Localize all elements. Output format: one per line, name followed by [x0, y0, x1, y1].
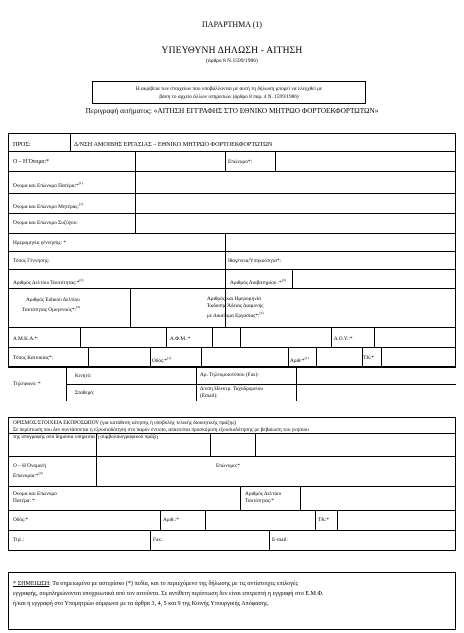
birthplace-label: Τόπος Γέννησης:	[13, 258, 50, 264]
fax-label: Αρ. Τηλεομοιοτύπου (Fax):	[200, 372, 259, 378]
mobile-input[interactable]	[100, 368, 195, 383]
rep-surname-label: Επώνυμο:*	[216, 463, 241, 469]
rep-father-label-1: Όνομα και Επώνυμο	[13, 491, 57, 497]
doy-input[interactable]	[375, 328, 454, 346]
rep-tel-input[interactable]	[30, 531, 149, 550]
spouse-input[interactable]	[136, 214, 454, 232]
rep-name-input[interactable]	[97, 457, 209, 485]
residence-label: Τόπος Κατοικίας*:	[13, 355, 53, 361]
special-id-label-1: Αριθμός Ειδικού Δελτίου	[26, 297, 80, 303]
landline-label: Σταθερό:	[75, 390, 95, 396]
request-subject: Περιγραφή αιτήματος: «ΑΙΤΗΣΗ ΕΓΓΡΑΦΗΣ ΣΤΟ ΕΘΝΙΚΟ ΜΗΤΡΩΟ ΦΟΡΤΟΕΚΦΟΡΤΩΤΩΝ»	[85, 106, 379, 115]
rep-desc-2: της υπογραφής από δημόσια υπηρεσία ή συμβολαιογραφικού πράξη	[13, 434, 158, 440]
rep-father-input[interactable]	[97, 487, 239, 509]
amka-label: Α.Μ.Κ.Α.*:	[13, 336, 39, 342]
footnote-line-1: * ΣΗΜΕΙΩΣΗ: Τα σημειωμένα με αστερίσκο (*) πεδία, και το περιεχόμενο της δήλωσης με τις αντίστοιχες επιλογές	[13, 581, 298, 587]
nationality-input[interactable]	[300, 252, 454, 268]
rep-street-label: Οδός:*	[13, 517, 29, 523]
to-field[interactable]	[71, 134, 454, 150]
name-label: Ο – Η Όνομα:*	[13, 159, 49, 165]
rep-number-label: Αριθ.:*	[163, 517, 179, 523]
afm-label: Α.Φ.Μ.:*	[170, 336, 191, 342]
phone-label: Τηλέφωνο: *	[13, 381, 41, 387]
rep-surname-input[interactable]	[256, 457, 454, 485]
amka-input[interactable]	[81, 328, 165, 346]
id-card-input[interactable]	[136, 270, 224, 287]
annex-heading: ΠΑΡΑΡΤΗΜΑ (1)	[202, 20, 262, 29]
rep-tel-label: Τηλ.:	[13, 537, 25, 543]
permit-label-2: Έκδοσης Άδειας Διαμονής	[207, 303, 264, 309]
birthplace-input[interactable]	[136, 252, 224, 268]
rep-id-label-1: Αριθμός Δελτίου	[245, 491, 282, 497]
number-input[interactable]	[317, 348, 361, 366]
rep-desc-1: Σε περίπτωση που δεν συντάσσεται η εξουσιοδότηση στο παρόν έντυπο, απαιτείται προσκόμιση εξουσιοδότησης με βεβαίωση του γνησίου	[13, 427, 309, 433]
permit-label-3: με Δικαίωμα Εργασίας*:$^{(2)}$	[207, 311, 264, 319]
rep-fax-label: Fax:	[153, 537, 163, 543]
form-title: ΥΠΕΥΘΥΝΗ ΔΗΛΩΣΗ - ΑΙΤΗΣΗ	[161, 46, 303, 56]
rep-id-input[interactable]	[301, 487, 454, 509]
father-label: Όνομα και Επώνυμο Πατέρα:*$^{(1)}$	[13, 181, 83, 189]
rep-email-label: E-mail:	[272, 537, 288, 543]
doy-label: Δ.Ο.Υ.:*	[334, 336, 353, 342]
rep-postcode-input[interactable]	[338, 511, 454, 529]
rep-number-input[interactable]	[206, 511, 314, 529]
rep-father-label-2: Πατέρα: *	[13, 498, 35, 504]
surname-input[interactable]	[276, 152, 454, 170]
rep-postcode-label: ΤΚ:*	[318, 517, 330, 523]
notice-box	[92, 81, 366, 104]
birthdate-label: Ημερομηνία γέννησης: *	[13, 240, 67, 246]
rep-name-label-1: Ο – Η Όνομα/ή	[13, 463, 46, 469]
surname-label: Επώνυμο*:	[228, 159, 253, 165]
birthdate-input[interactable]	[136, 234, 224, 250]
permit-label-1: Αριθμός και Ημερομηνία	[207, 296, 261, 302]
rep-email-input[interactable]	[295, 531, 454, 550]
postcode-input[interactable]	[382, 348, 454, 366]
rep-fax-input[interactable]	[170, 531, 268, 550]
rep-street-input[interactable]	[40, 511, 159, 529]
email-label-2: (Email):	[200, 393, 218, 399]
permit-input[interactable]	[300, 289, 454, 326]
street-input[interactable]	[202, 348, 287, 366]
special-id-input[interactable]	[131, 289, 224, 326]
footnote-line-3: ή/και η εγγραφή στο Υπομητρώο σύμφωνα με τα άρθρα 3, 4, 5 και 9 της Κοινής Υπουργικής Απόφασης.	[13, 601, 269, 607]
passport-label: Αριθμός Διαβατηρίου :*$^{(2)}$	[230, 278, 286, 286]
rep-name-label-2: Επωνυμία:*$^{(4)}$	[13, 471, 43, 479]
footnote-line-2: εγγραφής, συμπληρώνονται υποχρεωτικά από τον αιτούντα. Σε αντίθετη περίπτωση δεν είναι επιτρεπτή η εγγραφή στο Ε.Μ.Φ.	[13, 591, 324, 597]
email-input[interactable]	[297, 385, 454, 400]
to-value: Δ/ΝΣΗ ΑΜΟΙΒΗΣ ΕΡΓΑΣΙΑΣ – ΕΘΝΙΚΟ ΜΗΤΡΩΟ ΦΟΡΤΟΕΚΦΟΡΤΩΤΩΝ	[74, 141, 273, 148]
law-reference: (άρθρο 8 Ν.1599/1986)	[206, 58, 258, 64]
afm-input[interactable]	[241, 328, 330, 346]
mobile-label: Κινητό:	[75, 373, 92, 379]
residence-input[interactable]	[89, 348, 149, 366]
special-id-label-2: Ταυτότητας Ομογενούς*:$^{(2)}$	[22, 305, 81, 313]
father-input[interactable]	[136, 172, 454, 192]
mother-label: Όνομα και Επώνυμο Μητέρας:$^{(1)}$	[13, 202, 84, 210]
to-label: ΠΡΟΣ:	[13, 141, 31, 148]
mother-input[interactable]	[136, 194, 454, 212]
fax-input[interactable]	[297, 368, 454, 383]
rep-title: ΟΡΙΣΜΟΣ/ΣΤΟΙΧΕΙΑ ΕΚΠΡΟΣΩΠΟΥ (για κατάθεση αίτησης ή υποβολής τελικής διοικητικής πράξης)	[13, 420, 237, 426]
id-card-label: Αριθμός Δελτίου Ταυτότητας:*$^{(2)}$	[13, 278, 84, 286]
landline-input[interactable]	[100, 385, 195, 400]
rep-id-label-2: Ταυτότητας:*	[245, 498, 275, 504]
postcode-label: ΤΚ:*	[363, 355, 375, 361]
name-input[interactable]	[71, 152, 224, 170]
notice-line-2: βάση το αρχείο άλλων υπηρεσιών (άρθρο 8 παρ. 4 Ν. 1599/1986)	[159, 94, 299, 100]
street-label: Οδός:*$^{(1)}$	[152, 356, 172, 364]
footnote-box	[8, 572, 456, 630]
passport-input[interactable]	[293, 270, 454, 287]
email-label-1: Δ/νση Ηλεκτρ. Ταχυδρομείου	[200, 386, 264, 392]
notice-line-1: Η ακρίβεια των στοιχείων που υποβάλλονται με αυτή τη δήλωση μπορεί να ελεγχθεί με	[135, 86, 323, 92]
nationality-label: Ιθαγένεια/Υπηκοότητα*:	[228, 258, 281, 264]
number-label: Αριθ:*$^{(1)}$	[290, 356, 309, 364]
spouse-label: Όνομα και Επώνυμο Συζύγου:	[13, 220, 78, 226]
